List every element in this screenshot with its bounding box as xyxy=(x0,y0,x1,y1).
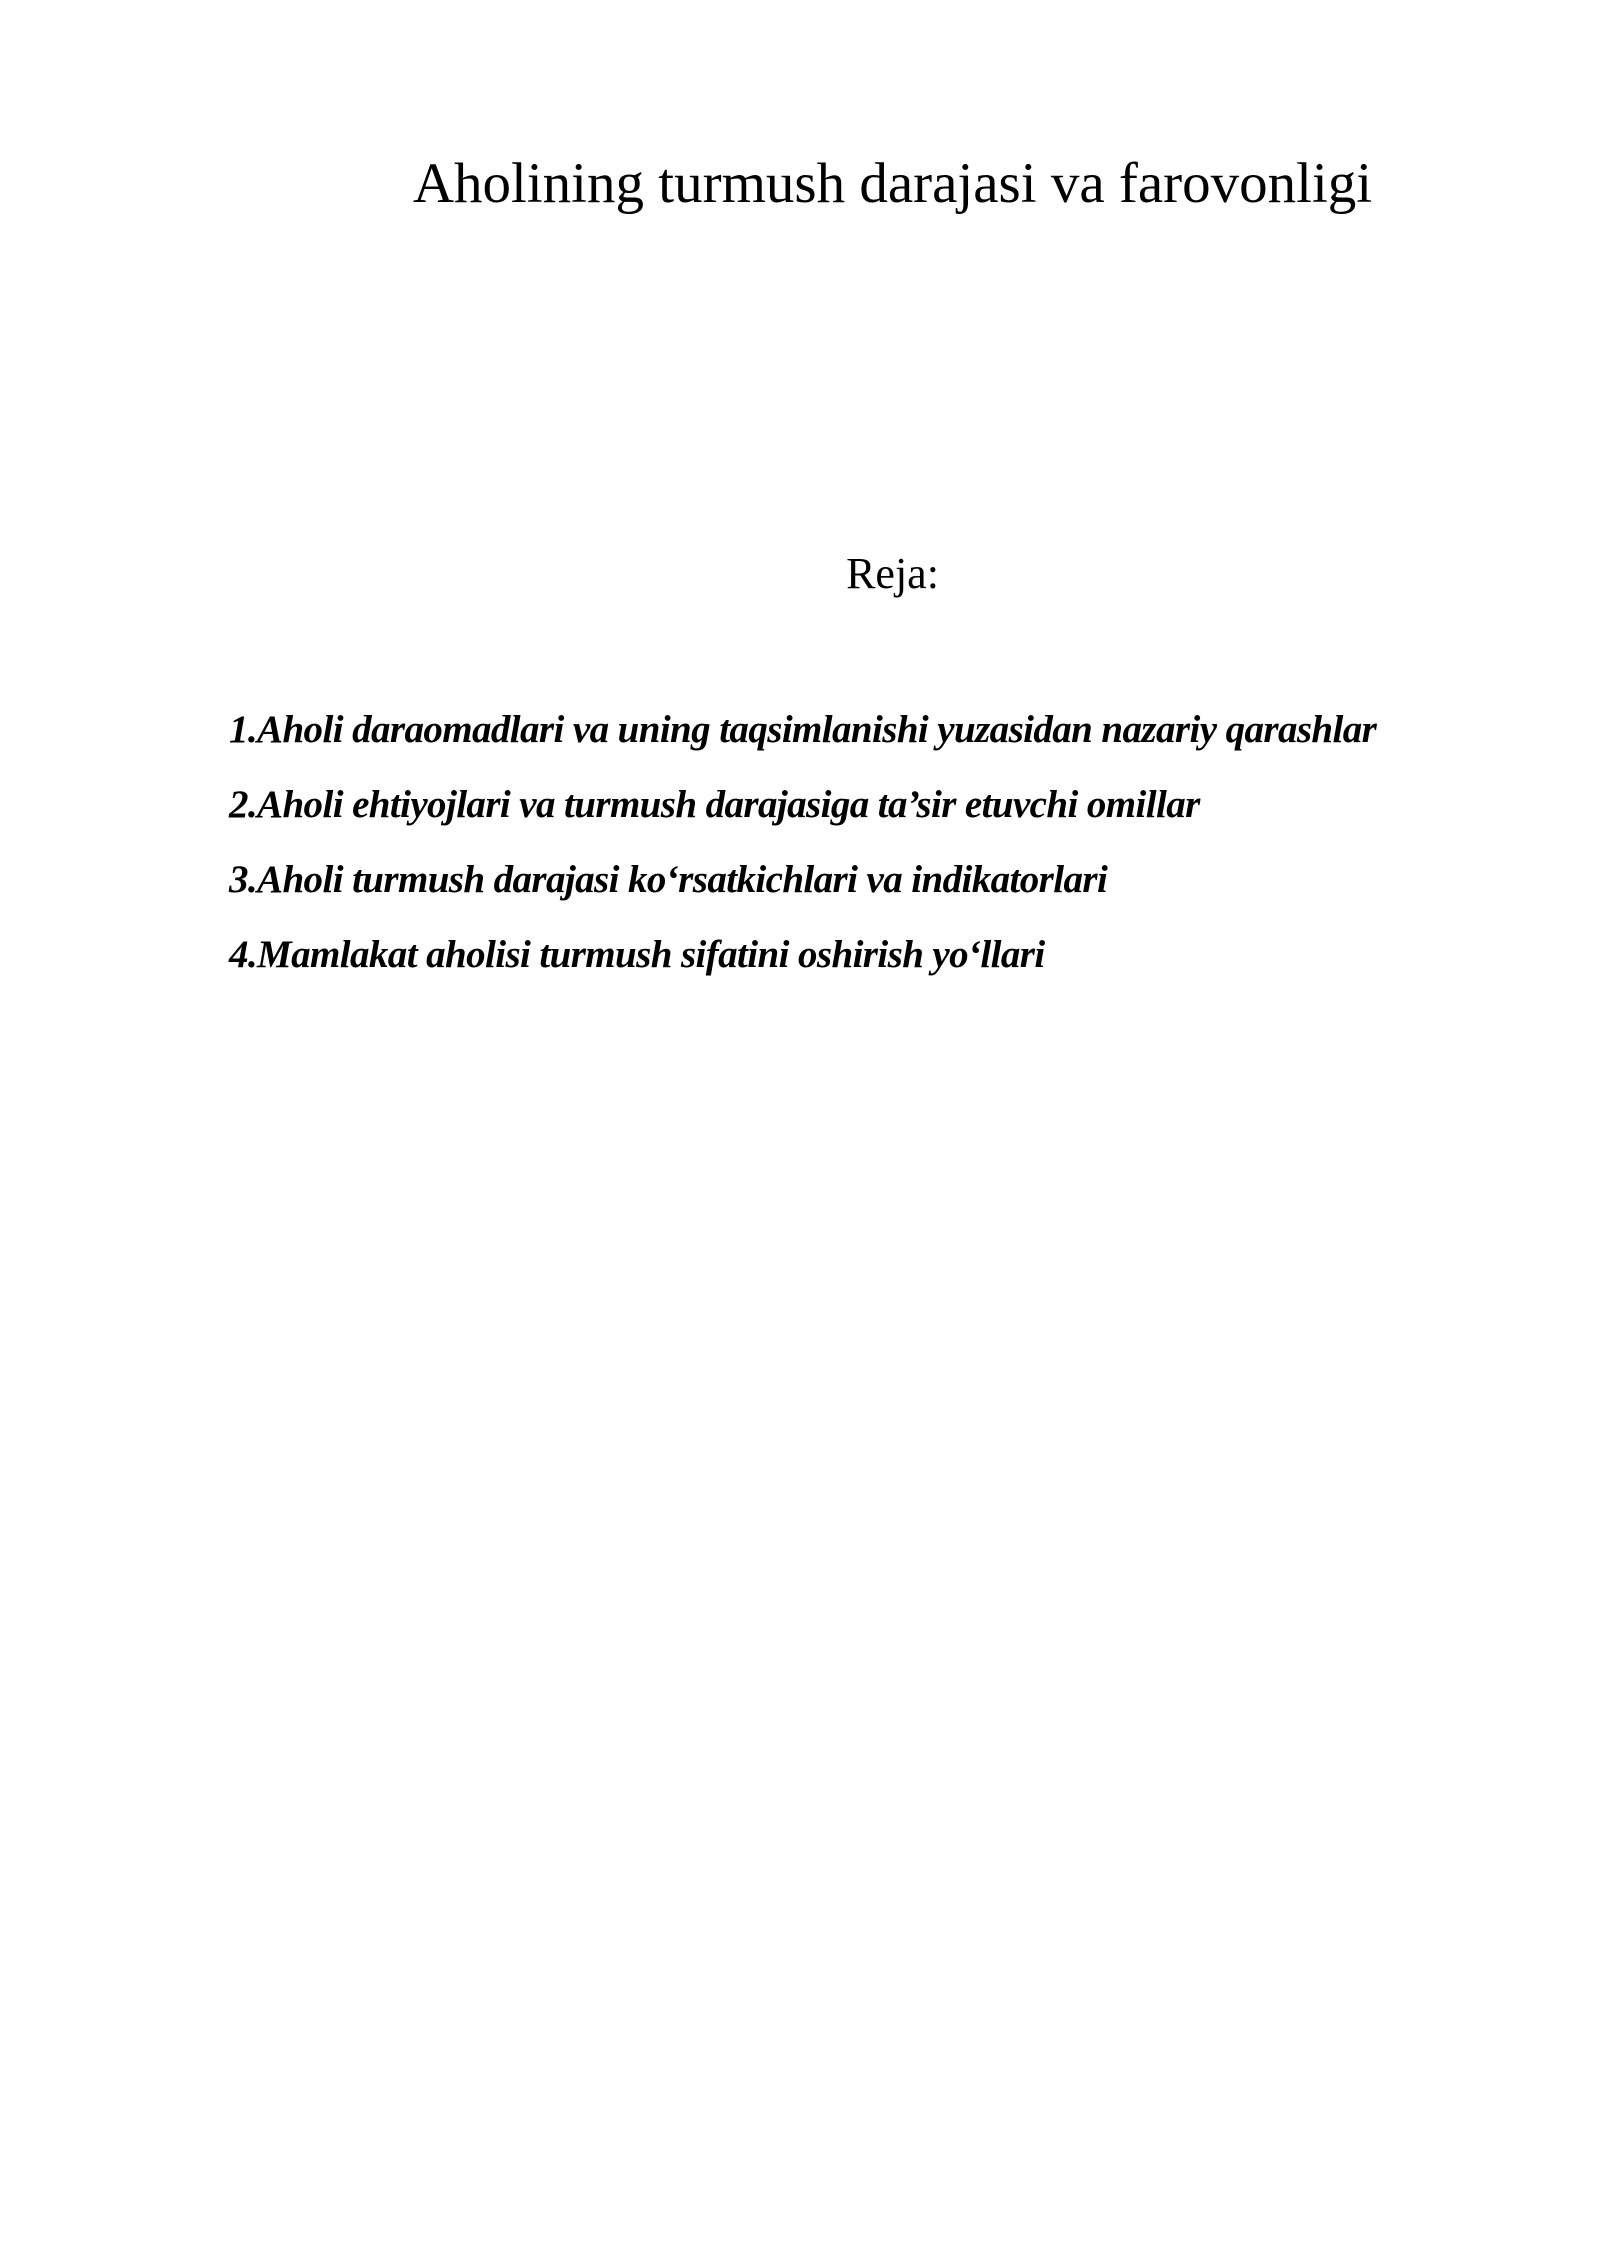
plan-item-3: 3.Aholi turmush darajasi ko‘rsatkichlari va indikatorlari xyxy=(229,858,1108,901)
plan-item-1: 1.Aholi daraomadlari va uning taqsimlanishi yuzasidan nazariy qarashlar xyxy=(229,708,1377,751)
plan-item-2: 2.Aholi ehtiyojlari va turmush darajasiga ta’sir etuvchi omillar xyxy=(229,783,1200,826)
plan-list xyxy=(229,692,1376,992)
plan-item-4: 4.Mamlakat aholisi turmush sifatini oshirish yo‘llari xyxy=(229,933,1045,976)
plan-heading: Reja: xyxy=(846,549,939,598)
document-title: Aholining turmush darajasi va farovonligi xyxy=(412,152,1373,215)
